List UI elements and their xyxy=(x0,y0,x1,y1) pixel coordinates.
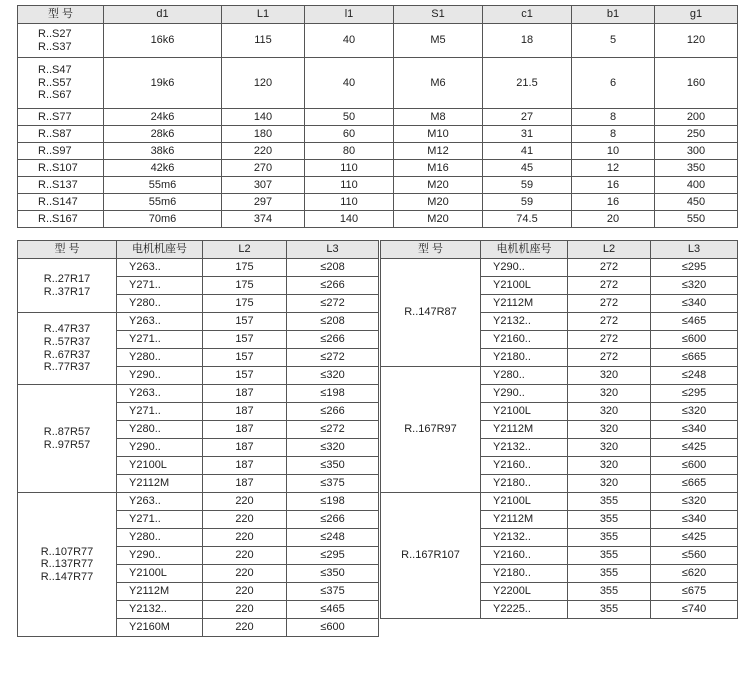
motor-frame-cell: Y2180.. xyxy=(481,349,568,367)
L3-cell: ≤600 xyxy=(651,457,738,475)
L3-cell: ≤350 xyxy=(287,457,379,475)
L2-cell: 220 xyxy=(203,619,287,637)
g1-cell: 550 xyxy=(655,211,738,228)
d1-cell: 19k6 xyxy=(104,58,222,109)
d1-cell: 42k6 xyxy=(104,160,222,177)
col-header-d1: d1 xyxy=(104,6,222,24)
L2-cell: 220 xyxy=(203,511,287,529)
S1-cell: M8 xyxy=(394,109,483,126)
L2-cell: 355 xyxy=(568,601,651,619)
model-name: R..147R77 xyxy=(40,570,94,583)
S1-cell: M20 xyxy=(394,194,483,211)
L2-cell: 320 xyxy=(568,367,651,385)
g1-cell: 160 xyxy=(655,58,738,109)
d1-cell: 55m6 xyxy=(104,177,222,194)
model-name: R..S67 xyxy=(38,89,72,102)
col-header-L1: L1 xyxy=(222,6,305,24)
L3-cell: ≤600 xyxy=(651,331,738,349)
motor-frame-cell: Y2132.. xyxy=(481,439,568,457)
col-header-L2: L2 xyxy=(568,241,651,259)
model-name: R..57R37 xyxy=(43,335,91,348)
col-header-b1: b1 xyxy=(572,6,655,24)
model-name: R..47R37 xyxy=(43,323,91,336)
L3-cell: ≤375 xyxy=(287,475,379,493)
L3-cell: ≤425 xyxy=(651,529,738,547)
motor-frame-cell: Y2200L xyxy=(481,583,568,601)
model-name: R..27R17 xyxy=(43,272,91,285)
model-name: R..S107 xyxy=(38,161,78,174)
L3-cell: ≤208 xyxy=(287,259,379,277)
L2-cell: 320 xyxy=(568,385,651,403)
table-row xyxy=(18,126,738,143)
L2-cell: 272 xyxy=(568,331,651,349)
l1-cell: 140 xyxy=(305,211,394,228)
motor-frame-cell: Y2160.. xyxy=(481,331,568,349)
col-header-motor-frame: 电机机座号 xyxy=(117,241,203,259)
model-cell xyxy=(18,143,104,160)
L2-cell: 220 xyxy=(203,601,287,619)
L3-cell: ≤350 xyxy=(287,565,379,583)
motor-frame-cell: Y290.. xyxy=(117,547,203,565)
model-name: R..S57 xyxy=(38,76,72,89)
c1-cell: 59 xyxy=(483,194,572,211)
motor-frame-cell: Y280.. xyxy=(117,295,203,313)
S1-cell: M5 xyxy=(394,24,483,58)
L3-cell: ≤266 xyxy=(287,511,379,529)
model-name: R..S147 xyxy=(38,195,78,208)
L3-cell: ≤248 xyxy=(287,529,379,547)
motor-frame-cell: Y280.. xyxy=(117,349,203,367)
g1-cell: 300 xyxy=(655,143,738,160)
table-row xyxy=(18,259,379,277)
motor-frame-cell: Y280.. xyxy=(117,529,203,547)
g1-cell: 200 xyxy=(655,109,738,126)
L2-cell: 220 xyxy=(203,583,287,601)
L2-cell: 187 xyxy=(203,457,287,475)
motor-frame-cell: Y2112M xyxy=(481,421,568,439)
l1-cell: 110 xyxy=(305,160,394,177)
model-name: R..97R57 xyxy=(43,438,91,451)
L3-cell: ≤272 xyxy=(287,295,379,313)
b1-cell: 8 xyxy=(572,126,655,143)
motor-frame-cell: Y271.. xyxy=(117,331,203,349)
model-cell xyxy=(18,160,104,177)
L3-cell: ≤340 xyxy=(651,295,738,313)
motor-frame-cell: Y2112M xyxy=(117,583,203,601)
model-name: R..S137 xyxy=(38,178,78,191)
b1-cell: 12 xyxy=(572,160,655,177)
c1-cell: 31 xyxy=(483,126,572,143)
g1-cell: 120 xyxy=(655,24,738,58)
L1-cell: 297 xyxy=(222,194,305,211)
l1-cell: 110 xyxy=(305,194,394,211)
motor-frame-cell: Y271.. xyxy=(117,403,203,421)
l1-cell: 40 xyxy=(305,24,394,58)
motor-frame-cell: Y2180.. xyxy=(481,475,568,493)
col-header-g1: g1 xyxy=(655,6,738,24)
l1-cell: 110 xyxy=(305,177,394,194)
model-cell xyxy=(18,24,104,58)
b1-cell: 16 xyxy=(572,194,655,211)
motor-adapter-table-left xyxy=(17,240,379,637)
table-row xyxy=(18,160,738,177)
model-group-cell xyxy=(18,385,117,493)
g1-cell: 250 xyxy=(655,126,738,143)
model-name: R..S77 xyxy=(38,110,72,123)
S1-cell: M20 xyxy=(394,211,483,228)
b1-cell: 6 xyxy=(572,58,655,109)
motor-frame-cell: Y263.. xyxy=(117,259,203,277)
L3-cell: ≤248 xyxy=(651,367,738,385)
L1-cell: 270 xyxy=(222,160,305,177)
c1-cell: 21.5 xyxy=(483,58,572,109)
b1-cell: 20 xyxy=(572,211,655,228)
motor-frame-cell: Y290.. xyxy=(481,385,568,403)
l1-cell: 60 xyxy=(305,126,394,143)
motor-frame-cell: Y2132.. xyxy=(481,313,568,331)
table-row xyxy=(381,259,738,277)
L2-cell: 320 xyxy=(568,439,651,457)
L2-cell: 320 xyxy=(568,457,651,475)
motor-frame-cell: Y2112M xyxy=(481,295,568,313)
motor-frame-cell: Y263.. xyxy=(117,385,203,403)
c1-cell: 27 xyxy=(483,109,572,126)
L2-cell: 355 xyxy=(568,529,651,547)
motor-frame-cell: Y263.. xyxy=(117,313,203,331)
L3-cell: ≤425 xyxy=(651,439,738,457)
S1-cell: M6 xyxy=(394,58,483,109)
col-header-L2: L2 xyxy=(203,241,287,259)
L2-cell: 175 xyxy=(203,295,287,313)
L2-cell: 355 xyxy=(568,565,651,583)
L3-cell: ≤198 xyxy=(287,385,379,403)
L2-cell: 272 xyxy=(568,295,651,313)
model-name: R..137R77 xyxy=(40,558,94,571)
L3-cell: ≤675 xyxy=(651,583,738,601)
g1-cell: 400 xyxy=(655,177,738,194)
model-group-cell xyxy=(381,367,481,493)
l1-cell: 50 xyxy=(305,109,394,126)
L2-cell: 220 xyxy=(203,547,287,565)
L2-cell: 157 xyxy=(203,349,287,367)
c1-cell: 74.5 xyxy=(483,211,572,228)
col-header-L3: L3 xyxy=(651,241,738,259)
model-name: R..S47 xyxy=(38,64,72,77)
L3-cell: ≤320 xyxy=(651,493,738,511)
motor-frame-cell: Y271.. xyxy=(117,277,203,295)
model-name: R..107R77 xyxy=(40,545,94,558)
L3-cell: ≤600 xyxy=(287,619,379,637)
col-header-model: 型 号 xyxy=(381,241,481,259)
L2-cell: 220 xyxy=(203,565,287,583)
motor-frame-cell: Y2100L xyxy=(117,565,203,583)
L3-cell: ≤208 xyxy=(287,313,379,331)
L2-cell: 320 xyxy=(568,403,651,421)
table-row xyxy=(18,313,379,331)
L1-cell: 115 xyxy=(222,24,305,58)
c1-cell: 41 xyxy=(483,143,572,160)
motor-adapter-table-right xyxy=(380,240,738,619)
L2-cell: 157 xyxy=(203,331,287,349)
motor-frame-cell: Y2160.. xyxy=(481,547,568,565)
col-header-l1: l1 xyxy=(305,6,394,24)
model-cell xyxy=(18,109,104,126)
motor-frame-cell: Y2225.. xyxy=(481,601,568,619)
S1-cell: M16 xyxy=(394,160,483,177)
model-name: R..67R37 xyxy=(43,348,91,361)
motor-frame-cell: Y263.. xyxy=(117,493,203,511)
L3-cell: ≤740 xyxy=(651,601,738,619)
motor-frame-cell: Y2160.. xyxy=(481,457,568,475)
model-name: R..77R37 xyxy=(43,361,91,374)
L3-cell: ≤560 xyxy=(651,547,738,565)
model-name: R..167R97 xyxy=(404,423,457,436)
model-name: R..37R17 xyxy=(43,285,91,298)
c1-cell: 59 xyxy=(483,177,572,194)
model-group-cell xyxy=(381,493,481,619)
L3-cell: ≤266 xyxy=(287,277,379,295)
motor-frame-cell: Y2160M xyxy=(117,619,203,637)
model-name: R..S27 xyxy=(38,27,72,40)
table-row xyxy=(18,177,738,194)
model-name: R..S87 xyxy=(38,127,72,140)
L2-cell: 220 xyxy=(203,493,287,511)
header-row xyxy=(381,241,738,259)
table-row xyxy=(381,367,738,385)
header-row xyxy=(18,6,738,24)
L2-cell: 355 xyxy=(568,493,651,511)
L3-cell: ≤295 xyxy=(287,547,379,565)
L3-cell: ≤340 xyxy=(651,511,738,529)
table-row xyxy=(18,109,738,126)
L1-cell: 180 xyxy=(222,126,305,143)
motor-frame-cell: Y2100L xyxy=(117,457,203,475)
L3-cell: ≤295 xyxy=(651,385,738,403)
motor-frame-cell: Y2100L xyxy=(481,493,568,511)
b1-cell: 5 xyxy=(572,24,655,58)
L3-cell: ≤198 xyxy=(287,493,379,511)
motor-frame-cell: Y290.. xyxy=(117,439,203,457)
L3-cell: ≤375 xyxy=(287,583,379,601)
g1-cell: 450 xyxy=(655,194,738,211)
motor-frame-cell: Y2100L xyxy=(481,277,568,295)
d1-cell: 38k6 xyxy=(104,143,222,160)
table-row xyxy=(18,385,379,403)
model-group-cell xyxy=(18,313,117,385)
L3-cell: ≤266 xyxy=(287,331,379,349)
model-group-cell xyxy=(381,259,481,367)
col-header-model: 型 号 xyxy=(18,6,104,24)
L2-cell: 355 xyxy=(568,583,651,601)
L2-cell: 175 xyxy=(203,259,287,277)
L3-cell: ≤320 xyxy=(287,439,379,457)
L2-cell: 272 xyxy=(568,349,651,367)
c1-cell: 45 xyxy=(483,160,572,177)
L1-cell: 120 xyxy=(222,58,305,109)
L3-cell: ≤320 xyxy=(651,403,738,421)
d1-cell: 16k6 xyxy=(104,24,222,58)
table-row xyxy=(18,194,738,211)
motor-frame-cell: Y2112M xyxy=(481,511,568,529)
L2-cell: 220 xyxy=(203,529,287,547)
model-cell xyxy=(18,177,104,194)
shaft-dimensions-table xyxy=(17,5,738,228)
L3-cell: ≤665 xyxy=(651,475,738,493)
d1-cell: 24k6 xyxy=(104,109,222,126)
motor-frame-cell: Y2132.. xyxy=(117,601,203,619)
motor-frame-cell: Y280.. xyxy=(117,421,203,439)
table-row xyxy=(18,143,738,160)
motor-frame-cell: Y2132.. xyxy=(481,529,568,547)
motor-frame-cell: Y290.. xyxy=(481,259,568,277)
model-name: R..87R57 xyxy=(43,425,91,438)
model-cell xyxy=(18,194,104,211)
table-row xyxy=(18,58,738,109)
model-name: R..167R107 xyxy=(401,549,460,562)
S1-cell: M10 xyxy=(394,126,483,143)
c1-cell: 18 xyxy=(483,24,572,58)
model-group-cell xyxy=(18,493,117,637)
table-row xyxy=(381,493,738,511)
L1-cell: 140 xyxy=(222,109,305,126)
d1-cell: 28k6 xyxy=(104,126,222,143)
motor-frame-cell: Y280.. xyxy=(481,367,568,385)
d1-cell: 55m6 xyxy=(104,194,222,211)
model-cell xyxy=(18,58,104,109)
L2-cell: 175 xyxy=(203,277,287,295)
L2-cell: 187 xyxy=(203,439,287,457)
model-group-cell xyxy=(18,259,117,313)
table-row xyxy=(18,24,738,58)
motor-frame-cell: Y271.. xyxy=(117,511,203,529)
L3-cell: ≤320 xyxy=(287,367,379,385)
motor-frame-cell: Y2180.. xyxy=(481,565,568,583)
table-row xyxy=(18,211,738,228)
L3-cell: ≤266 xyxy=(287,403,379,421)
L3-cell: ≤295 xyxy=(651,259,738,277)
L2-cell: 272 xyxy=(568,259,651,277)
L3-cell: ≤340 xyxy=(651,421,738,439)
model-cell xyxy=(18,126,104,143)
header-row xyxy=(18,241,379,259)
L3-cell: ≤665 xyxy=(651,349,738,367)
S1-cell: M20 xyxy=(394,177,483,194)
L2-cell: 272 xyxy=(568,313,651,331)
model-name: R..S97 xyxy=(38,144,72,157)
col-header-model: 型 号 xyxy=(18,241,117,259)
L3-cell: ≤272 xyxy=(287,421,379,439)
L2-cell: 187 xyxy=(203,385,287,403)
L1-cell: 374 xyxy=(222,211,305,228)
L3-cell: ≤620 xyxy=(651,565,738,583)
motor-frame-cell: Y290.. xyxy=(117,367,203,385)
motor-frame-cell: Y2112M xyxy=(117,475,203,493)
L3-cell: ≤465 xyxy=(287,601,379,619)
S1-cell: M12 xyxy=(394,143,483,160)
motor-frame-cell: Y2100L xyxy=(481,403,568,421)
L2-cell: 187 xyxy=(203,421,287,439)
L2-cell: 187 xyxy=(203,403,287,421)
col-header-c1: c1 xyxy=(483,6,572,24)
b1-cell: 10 xyxy=(572,143,655,160)
L2-cell: 355 xyxy=(568,511,651,529)
L1-cell: 220 xyxy=(222,143,305,160)
d1-cell: 70m6 xyxy=(104,211,222,228)
l1-cell: 80 xyxy=(305,143,394,160)
L3-cell: ≤272 xyxy=(287,349,379,367)
L2-cell: 157 xyxy=(203,367,287,385)
b1-cell: 8 xyxy=(572,109,655,126)
l1-cell: 40 xyxy=(305,58,394,109)
g1-cell: 350 xyxy=(655,160,738,177)
col-header-S1: S1 xyxy=(394,6,483,24)
col-header-L3: L3 xyxy=(287,241,379,259)
model-cell xyxy=(18,211,104,228)
L2-cell: 320 xyxy=(568,475,651,493)
model-name: R..S37 xyxy=(38,40,72,53)
L2-cell: 320 xyxy=(568,421,651,439)
col-header-motor-frame: 电机机座号 xyxy=(481,241,568,259)
model-name: R..S167 xyxy=(38,212,78,225)
L3-cell: ≤320 xyxy=(651,277,738,295)
L1-cell: 307 xyxy=(222,177,305,194)
L2-cell: 272 xyxy=(568,277,651,295)
L2-cell: 157 xyxy=(203,313,287,331)
L3-cell: ≤465 xyxy=(651,313,738,331)
model-name: R..147R87 xyxy=(404,306,457,319)
b1-cell: 16 xyxy=(572,177,655,194)
table-row xyxy=(18,493,379,511)
L2-cell: 187 xyxy=(203,475,287,493)
L2-cell: 355 xyxy=(568,547,651,565)
